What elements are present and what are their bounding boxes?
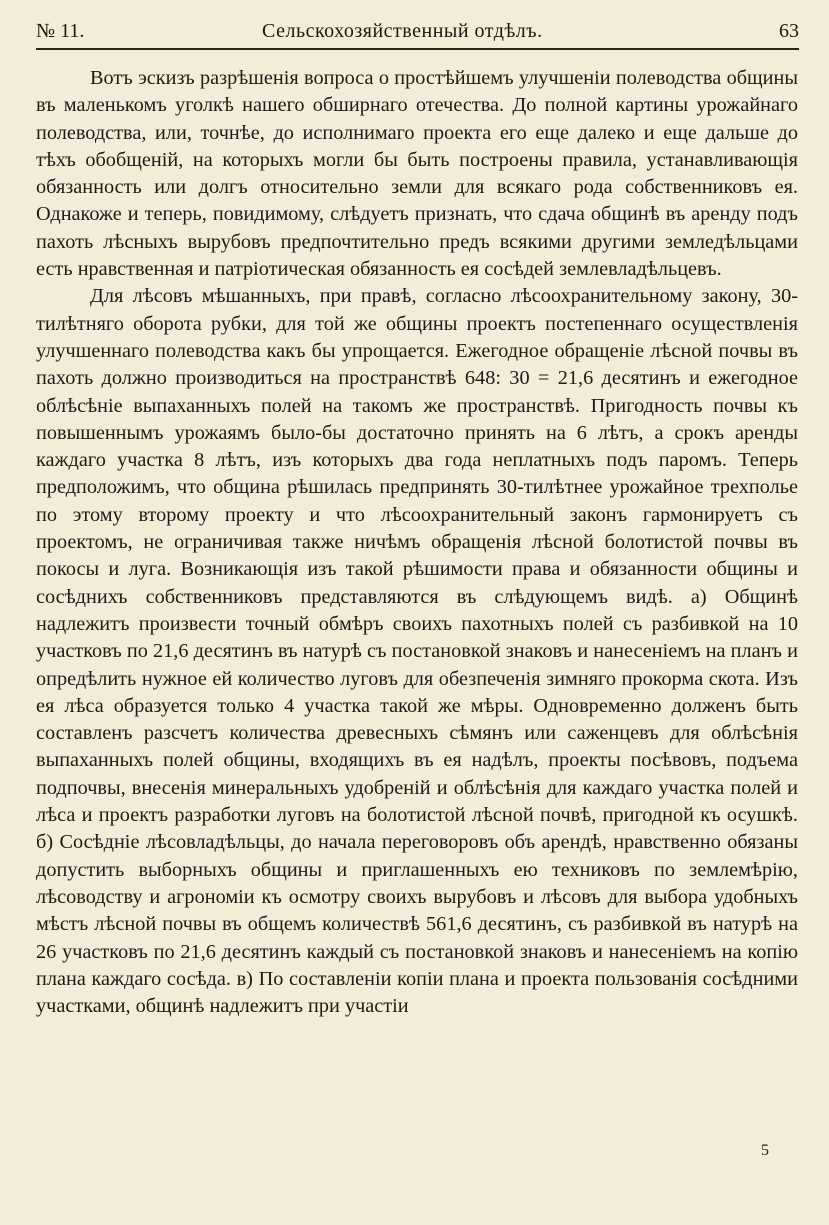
running-header <box>36 20 799 48</box>
body-text <box>36 65 798 1020</box>
signature-mark: 5 <box>761 1142 769 1159</box>
paragraph-2: Для лѣсовъ мѣшанныхъ, при правѣ, согласно лѣсоохранительному закону, 30-тилѣтняго оборота рубки, для той же общины проектъ постепеннаго осуществленія улучшеннаго полеводства какъ бы упрощается. Ежегодное обращеніе лѣсной почвы въ пахоть должно производиться на пространствѣ 648: 30 = 21,6 десятинъ и ежегодное облѣсѣніе выпаханныхъ полей на такомъ же пространствѣ. Пригодность почвы къ повышеннымъ урожаямъ было-бы достаточно принять на 6 лѣтъ, а срокъ аренды каждаго участка 8 лѣтъ, изъ которыхъ два года неплатныхъ подъ паромъ. Теперь предположимъ, что община рѣшилась предпринять 30-тилѣтнее урожайное трехполье по этому второму проекту и что лѣсоохранительный законъ гармонируетъ съ проектомъ, не ограничивая также ничѣмъ обращенія лѣсной болотистой почвы въ покосы и луга. Возникающія изъ такой рѣшимости права и обязанности общины и сосѣднихъ собственниковъ представляются въ слѣдующемъ видѣ. а) Общинѣ надлежитъ произвести точный обмѣръ своихъ пахотныхъ полей съ разбивкой на 10 участковъ по 21,6 десятинъ въ натурѣ съ постановкой знаковъ и нанесеніемъ на планъ и опредѣлить нужное ей количество луговъ для обезпеченія зимняго прокорма скота. Изъ ея лѣса образуется только 4 участка такой же мѣры. Одновременно долженъ быть составленъ разсчетъ количества древесныхъ сѣмянъ или саженцевъ для облѣсѣнія выпаханныхъ полей общины, входящихъ въ ея надѣлъ, проекты посѣвовъ, подъема подпочвы, внесенія минеральныхъ удобреній и облѣсѣнія для каждаго участка полей и лѣса и проектъ разработки луговъ на болотистой лѣсной почвѣ, пригодной къ осушкѣ. б) Сосѣдніе лѣсовладѣльцы, до начала переговоровъ объ арендѣ, нравственно обязаны допустить выборныхъ общины и приглашенныхъ ею техниковъ по землемѣрію, лѣсоводству и агрономіи къ осмотру своихъ вырубовъ и лѣсовъ для выбора удобныхъ мѣстъ лѣсной почвы въ общемъ количествѣ 561,6 десятинъ, съ разбивкой въ натурѣ на 26 участковъ по 21,6 десятинъ каждый съ постановкой знаковъ и нанесеніемъ на копію плана каждаго сосѣда. в) По составленіи копіи плана и проекта пользованія сосѣдними участками, общинѣ надлежитъ при участіи <box>36 285 798 1018</box>
paragraph-1: Вотъ эскизъ разрѣшенія вопроса о простѣйшемъ улучшеніи полеводства общины въ маленькомъ уголкѣ нашего обширнаго отечества. До полной картины урожайнаго полеводства, или, точнѣе, до исполнимаго проекта его еще далеко и еще дальше до тѣхъ обобщеній, на которыхъ могли бы быть построены правила, устанавливающія обязанность или долгъ относительно земли для всякаго рода собственниковъ ея. Однакоже и теперь, повидимому, слѣдуетъ признать, что сдача общинѣ въ аренду подъ пахоть лѣсныхъ вырубовъ предпочтительно предъ всякими другими земледѣльцами есть нравственная и патріотическая обязанность ея сосѣдей землевладѣльцевъ. <box>36 67 798 281</box>
header-rule <box>36 48 799 50</box>
issue-number: № 11. <box>36 20 85 42</box>
section-title: Сельскохозяйственный отдѣлъ. <box>262 20 543 42</box>
page-number: 63 <box>779 20 799 42</box>
